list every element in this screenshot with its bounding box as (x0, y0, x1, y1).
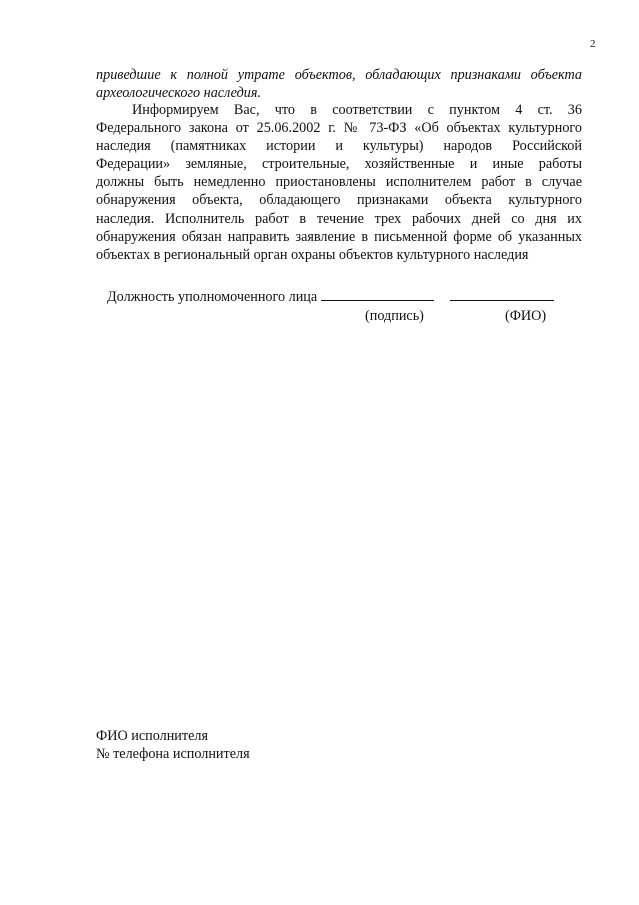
signature-caption: (подпись) (365, 308, 424, 324)
paragraph-line: обнаружения обязан направить заявление в письменной форме об указанных (96, 228, 582, 245)
signature-row (107, 288, 554, 306)
paragraph-line: объектах в региональный орган охраны объектов культурного наследия (96, 246, 529, 263)
page-number: 2 (590, 38, 596, 50)
intro-line: приведшие к полной утрате объектов, обладающих признаками объекта (96, 67, 582, 83)
fio-caption: (ФИО) (505, 308, 547, 324)
paragraph-line: наследия (памятниках истории и культуры) народов Российской (96, 138, 582, 155)
fio-field[interactable] (450, 288, 554, 301)
intro-italic-text (96, 66, 582, 102)
position-label: Должность уполномоченного лица (107, 289, 318, 305)
paragraph-line: Федерации» земляные, строительные, хозяйственные и иные работы (96, 156, 582, 173)
intro-line: археологического наследия. (96, 85, 261, 101)
signature-field[interactable] (321, 288, 434, 301)
paragraph-line: наследия. Исполнитель работ в течение трех рабочих дней со дня их (96, 210, 582, 227)
paragraph-line: обнаружения объекта, обладающего признаками объекта культурного (96, 192, 582, 209)
executor-phone-label: № телефона исполнителя (96, 746, 250, 762)
paragraph-line: Информируем Вас, что в соответствии с пунктом 4 ст. 36 (132, 102, 582, 118)
paragraph-line: Федерального закона от 25.06.2002 г. № 73-ФЗ «Об объектах культурного (96, 120, 582, 137)
paragraph-line: должны быть немедленно приостановлены исполнителем работ в случае (96, 174, 582, 191)
notice-paragraph (96, 101, 582, 264)
executor-footer (96, 727, 250, 763)
executor-name-label: ФИО исполнителя (96, 728, 209, 744)
